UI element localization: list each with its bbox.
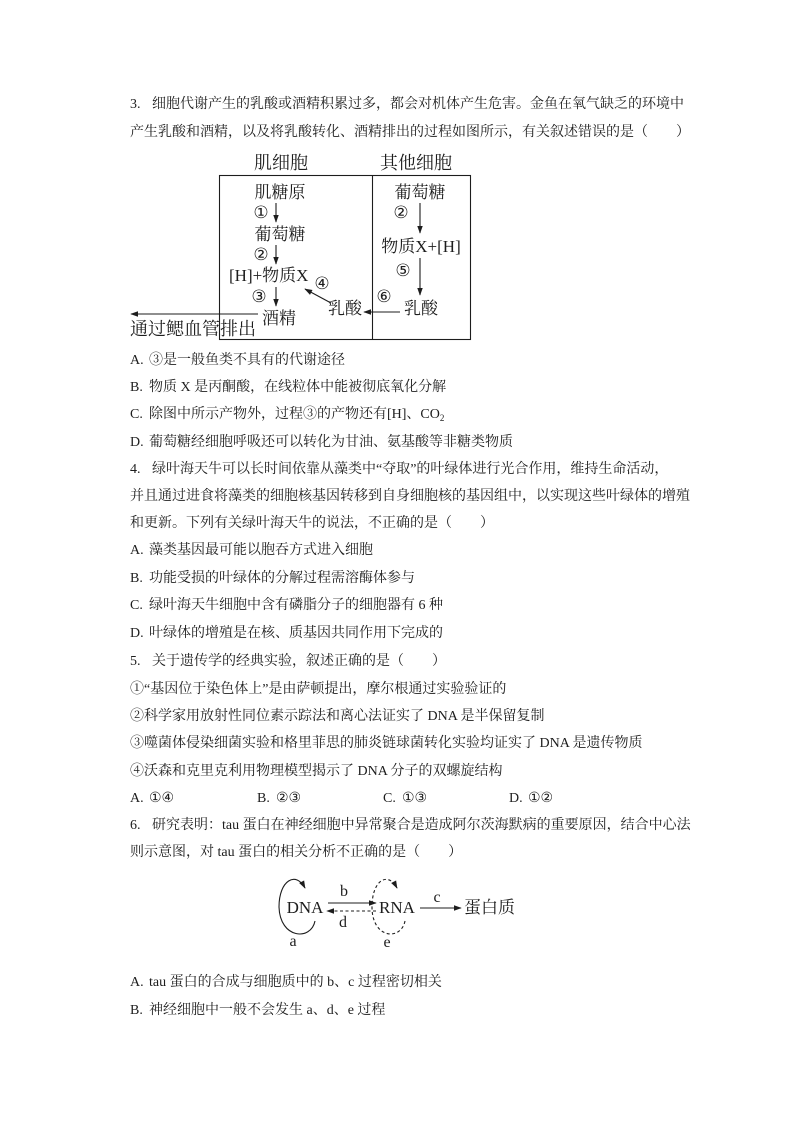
q4-option-c [130, 596, 443, 616]
option-text: ①③ [402, 791, 428, 806]
option-label: A. [130, 791, 144, 806]
option-text: tau 蛋白的合成与细胞质中的 b、c 过程密切相关 [149, 975, 442, 990]
option-text: 绿叶海天牛细胞中含有磷脂分子的细胞器有 6 种 [149, 598, 443, 613]
muscle-lactate: 乳酸 [328, 299, 362, 318]
q3-number: 3. [130, 97, 141, 112]
q4-stem-line-1 [130, 460, 668, 480]
q4-option-a [130, 541, 373, 561]
q4-stem-text-1: 绿叶海天牛可以长时间依靠从藻类中“夺取”的叶绿体进行光合作用，维持生命活动， [152, 462, 669, 477]
option-label: A. [130, 353, 144, 368]
q5-option-c [383, 789, 427, 809]
q3-metabolism-diagram [120, 145, 480, 345]
q5-option-a [130, 789, 174, 809]
option-text: 葡萄糖经细胞呼吸还可以转化为甘油、氨基酸等非糖类物质 [149, 435, 513, 450]
co2-subscript: 2 [439, 413, 445, 423]
option-label: B. [257, 791, 270, 806]
option-label: D. [130, 435, 144, 450]
step-6-label: ⑥ [376, 287, 392, 306]
option-label: B. [130, 380, 143, 395]
q6-stem-line-2: 则示意图，对 tau 蛋白的相关分析不正确的是（ ） [130, 845, 463, 860]
q6-stem-text-1: 研究表明：tau 蛋白在神经细胞中异常聚合是造成阿尔茨海默病的重要原因，结合中心法 [152, 818, 691, 833]
muscle-glucose: 葡萄糖 [254, 225, 306, 244]
option-label: C. [383, 791, 396, 806]
option-text: 神经细胞中一般不会发生 a、d、e 过程 [149, 1003, 386, 1018]
q5-stem-text-1: 关于遗传学的经典实验，叙述正确的是（ ） [152, 654, 446, 669]
process-a-label: a [289, 933, 297, 950]
option-label: D. [509, 791, 523, 806]
other-glucose: 葡萄糖 [394, 183, 446, 202]
muscle-alcohol: 酒精 [262, 309, 296, 328]
option-label: A. [130, 543, 144, 558]
step-3-label: ③ [251, 287, 267, 306]
excretion-label: 通过鳃血管排出 [130, 319, 256, 339]
option-label: C. [130, 598, 143, 613]
process-e-label: e [383, 934, 391, 951]
option-label: B. [130, 1003, 143, 1018]
option-text: ②③ [276, 791, 302, 806]
q3-stem-line-2: 产生乳酸和酒精，以及将乳酸转化、酒精排出的过程如图所示，有关叙述错误的是（ ） [130, 125, 690, 140]
q5-option-d [509, 789, 553, 809]
option-text: 除图中所示产物外，过程③的产物还有[H]、CO [149, 407, 440, 422]
q5-answer-choices [130, 789, 650, 809]
header-muscle-cell: 肌细胞 [254, 153, 308, 173]
q3-option-a [130, 351, 345, 371]
q4-stem-line-3: 和更新。下列有关绿叶海天牛的说法，不正确的是（ ） [130, 516, 494, 531]
option-text: 藻类基因最可能以胞吞方式进入细胞 [149, 543, 373, 558]
option-text: ①② [528, 791, 554, 806]
option-text: ①④ [149, 791, 175, 806]
step-4-label: ④ [314, 274, 330, 293]
q5-number: 5. [130, 654, 141, 669]
q5-statement-1: ①“基因位于染色体上”是由萨顿提出，摩尔根通过实验验证的 [130, 682, 507, 697]
node-protein: 蛋白质 [464, 898, 515, 917]
option-text: 物质 X 是丙酮酸，在线粒体中能被彻底氧化分解 [149, 380, 447, 395]
option-label: B. [130, 571, 143, 586]
q5-statement-3: ③噬菌体侵染细菌实验和格里菲思的肺炎链球菌转化实验均证实了 DNA 是遗传物质 [130, 736, 643, 751]
q3-option-d [130, 433, 513, 453]
q5-statement-4: ④沃森和克里克利用物理模型揭示了 DNA 分子的双螺旋结构 [130, 764, 503, 779]
step-2-label-muscle: ② [253, 245, 269, 264]
option-label: D. [130, 626, 144, 641]
node-dna: DNA [286, 898, 324, 917]
node-rna: RNA [379, 898, 415, 917]
process-c-label: c [433, 889, 441, 906]
q4-number: 4. [130, 462, 141, 477]
q3-stem-line-1 [130, 95, 684, 115]
option-text: 功能受损的叶绿体的分解过程需溶酶体参与 [149, 571, 415, 586]
option-text: 叶绿体的增殖是在核、质基因共同作用下完成的 [149, 626, 443, 641]
central-dogma-diagram [265, 862, 535, 957]
q3-stem-text-1: 细胞代谢产生的乳酸或酒精积累过多，都会对机体产生危害。金鱼在氧气缺乏的环境中 [152, 97, 684, 112]
step-2-label-other: ② [393, 203, 409, 222]
q3-option-c [130, 405, 444, 425]
step-5-label: ⑤ [395, 261, 411, 280]
q3-option-b [130, 378, 446, 398]
q6-option-b [130, 1001, 385, 1021]
q6-stem-line-1 [130, 816, 691, 836]
q5-option-b [257, 789, 301, 809]
q4-option-b [130, 569, 415, 589]
option-label: A. [130, 975, 144, 990]
q5-statement-2: ②科学家用放射性同位素示踪法和离心法证实了 DNA 是半保留复制 [130, 709, 545, 724]
q6-number: 6. [130, 818, 141, 833]
q4-stem-line-2: 并且通过进食将藻类的细胞核基因转移到自身细胞核的基因组中，以实现这些叶绿体的增殖 [130, 489, 690, 504]
q4-option-d [130, 624, 443, 644]
muscle-glycogen: 肌糖原 [254, 183, 306, 202]
process-d-label: d [339, 914, 347, 931]
q6-option-a [130, 973, 442, 993]
q5-stem-line-1 [130, 652, 446, 672]
option-label: C. [130, 407, 143, 422]
muscle-h-and-x: [H]+物质X [229, 266, 309, 285]
step-1-label: ① [253, 203, 269, 222]
other-lactate: 乳酸 [404, 299, 438, 318]
process-b-label: b [340, 883, 348, 900]
other-x-and-h: 物质X+[H] [381, 237, 461, 256]
header-other-cells: 其他细胞 [380, 153, 452, 173]
option-text: ③是一般鱼类不具有的代谢途径 [149, 353, 345, 368]
